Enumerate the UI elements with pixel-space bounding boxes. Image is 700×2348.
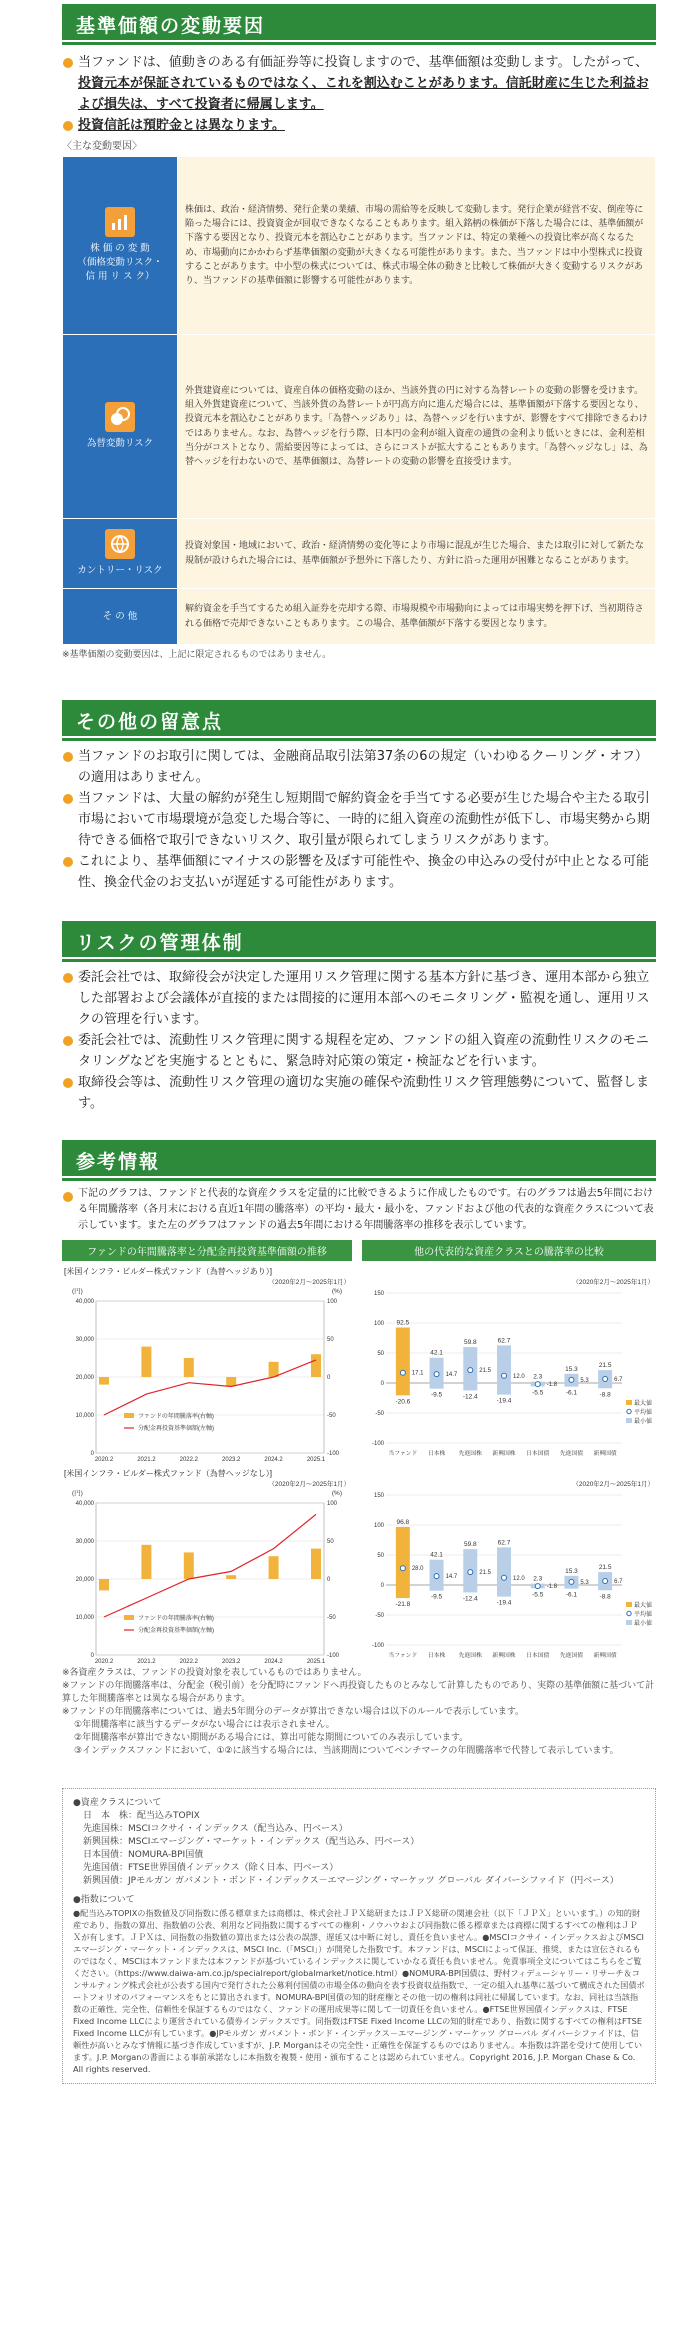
risk-text: 投資対象国・地域において、政治・経済情勢の変化等により市場に混乱が生じた場合、または取引に対して新たな規制が設けられた場合には、基準価額が予想外に下落したり、方針に沿った運用が困難となることがあります。 (178, 519, 656, 589)
category-label: 新興国債 (593, 1451, 617, 1457)
max-label: 2.3 (533, 1575, 543, 1583)
average-dot (434, 1574, 439, 1579)
min-label: -8.8 (599, 1391, 611, 1399)
chart-note: ①年間騰落率に該当するデータがない場合には表示されません。 (74, 1720, 335, 1730)
category-label: 先進国債 (559, 1451, 584, 1457)
chart-subtitle: （2020年2月～2025年1月） (268, 1481, 350, 1488)
category-label: 当ファンド (388, 1451, 418, 1457)
y2-tick-label: -100 (327, 1653, 340, 1659)
chart-notes (62, 1667, 656, 1758)
bullet-text-underlined: 投資信託は預貯金とは異なります。 (78, 118, 285, 133)
risk-label (63, 157, 178, 335)
currency-icon (105, 402, 135, 432)
avg-label: 6.7 (614, 1376, 623, 1383)
x-tick-label: 2021.2 (137, 1659, 156, 1665)
min-label: -5.5 (532, 1389, 544, 1397)
risk-label (63, 589, 178, 645)
index-disclaimer: ●配当込みTOPIXの指数値及び同指数に係る標章または商標は、株式会社ＪＰＸ総研またはＪＰＸ総研の関連会社（以下「ＪＰＸ」といいます。）の知的財産であり、指数の算出、指数値の公表、利用など同指数に関するすべての権利・ノウハウおよび同指数に係る標章または商標に関するすべての権利はＪＰＸが有します。ＪＰＸは、同指数の指数値の算出または公表の誤謬、遅延又は中断に対し、責任を負いません。●MSCIコクサイ・インデックスおよびMSCIエマージング・マーケット・インデックスは、MSCI Inc.（「MSCI」）が開発した指数です。本ファンドは、MSCIによって保証、推奨、または宣伝されるものではなく、MSCIは本ファンドまたは本ファンドが基づいているインデックスに関していかなる責任も負いません。免責事項全文についてはこちらをご覧ください。（https://www.daiwa-am.co.jp/specialreport/globalmarket/notice.html）●NOMURA-BPI国債は、野村フィデューシャリー・リサーチ＆コンサルティング株式会社が公表する国内で発行された公募利付国債の市場全体の動向を表す投資収益指数で、一定の組入れ基準に基づいて構成された国債ポートフォリオのパフォーマンスをもとに算出されます。NOMURA-BPI国債の知的財産権とその他一切の権利は同社に帰属しています。なお、同社は当該指数の正確性、完全性、信頼性を保証するものではなく、ファンドの運用成果等に関して一切責任を負いません。●FTSE世界国債インデックスは、FTSE Fixed Income LLCにより運営されている債券インデックスです。同指数はFTSE Fixed Income LLCの知的財産であり、指数に関するすべての権利はFTSE Fixed Income LLCが有しています。●JPモルガン ガバメント・ボンド・インデックス－エマージング・マーケッツ グローバル ダイバーシファイドは、信頼性が高いとみなす情報に基づき作成していますが、J.P. Morganはその完全性・正確性を保証するものではありません。本指数は許諾を受けて使用しています。J.P. Morganの書面による事前承諾なしに本指数を複製・使用・頒布することは認められていません。Copyright 2016, J.P. Morgan Chase & Co. All rights reserved. (73, 1908, 645, 2074)
legend-label: 平均値 (634, 1612, 653, 1618)
max-label: 2.3 (533, 1373, 543, 1381)
max-label: 42.1 (430, 1551, 443, 1559)
notes-heading: ●指数について (73, 1895, 135, 1905)
category-label: 先進国株 (458, 1653, 482, 1659)
chart-subtitle: （2020年2月～2025年1月） (268, 1279, 350, 1286)
risk-label-text: 為替変動リスク (86, 438, 154, 449)
y-tick-label: -100 (371, 1441, 384, 1447)
min-label: -12.4 (462, 1393, 478, 1401)
max-label: 21.5 (598, 1362, 612, 1370)
charts-area (62, 1265, 656, 1665)
y2-tick-label: 100 (327, 1299, 338, 1305)
return-bar (184, 1358, 194, 1377)
min-label: -19.4 (496, 1397, 512, 1405)
bullet-mgmt-3: 取締役会等は、流動性リスク管理の適切な実施の確保や流動性リスク管理態勢について、監督します。 (62, 1072, 656, 1114)
reference-intro: 下記のグラフは、ファンドと代表的な資産クラスを定量的に比較できるように作成したものです。右のグラフは過去5年間における年間騰落率（各月末における直近1年間の騰落率）の平均・最大・最小を、ファンドおよび他の代表的な資産クラスについて表示しています。また左のグラフはファンドの過去5年間における年間騰落率の推移を表示しています。 (62, 1186, 656, 1234)
return-bar (141, 1347, 151, 1377)
chart-note: ※各資産クラスは、ファンドの投資対象を表しているものではありません。 (62, 1668, 367, 1678)
legend-label: 分配金再投資基準価額(左軸) (138, 1426, 214, 1432)
category-label: 日本株 (427, 1451, 446, 1457)
min-label: -9.5 (430, 1593, 443, 1601)
category-label: 日本国債 (526, 1451, 550, 1457)
chart-icon (105, 207, 135, 237)
right-chart-header: 他の代表的な資産クラスとの騰落率の比較 (362, 1240, 656, 1261)
notes-continuation (62, 851, 656, 893)
legend-label: 最大値 (634, 1401, 653, 1407)
chart-row (62, 1265, 656, 1463)
min-label: -21.8 (395, 1601, 411, 1609)
legend-swatch (626, 1620, 632, 1625)
legend-swatch (626, 1400, 632, 1405)
y-tick-label: 10,000 (75, 1413, 94, 1419)
category-label: 日本株 (427, 1653, 446, 1659)
y2-tick-label: 0 (327, 1375, 331, 1381)
right-axis-unit: (%) (331, 1288, 342, 1295)
y-tick-label: 100 (373, 1523, 384, 1529)
bullet-text: これにより、基準価額にマイナスの影響を及ぼす可能性や、換金の申込みの受付が中止となる可能性、換金代金のお支払いが遅延する可能性があります。 (78, 854, 649, 890)
bullet-text-underlined: 投資元本が保証されているものではなく、これを割込むことがあります。信託財産に生じた利益および損失は、すべて投資者に帰属します。 (78, 76, 649, 112)
bullet-text: 当ファンドは、値動きのある有価証券等に投資しますので、基準価額は変動します。したがって、 (78, 55, 649, 70)
avg-label: 5.3 (580, 1377, 589, 1384)
max-label: 92.5 (396, 1319, 410, 1327)
bar-chart (362, 1265, 656, 1463)
legend-label: 最小値 (634, 1419, 653, 1425)
y2-tick-label: 50 (327, 1337, 334, 1343)
average-dot (502, 1575, 507, 1580)
asset-class-item: 日 本 株：配当込みTOPIX (83, 1811, 200, 1821)
y-tick-label: 40,000 (75, 1299, 94, 1305)
chart-title: [米国インフラ・ビルダー株式ファンド（為替ヘッジあり）] (64, 1267, 272, 1276)
avg-label: -1.8 (546, 1382, 558, 1389)
average-dot (502, 1373, 507, 1378)
legend-swatch (626, 1602, 632, 1607)
average-dot (569, 1377, 574, 1382)
x-tick-label: 2023.2 (222, 1457, 241, 1463)
avg-label: 14.7 (445, 1574, 458, 1581)
chart-note: ※ファンドの年間騰落率は、分配金（税引前）を分配時にファンドへ再投資したものとみなして計算したものであり、実際の基準価額に基づいて計算した年間騰落率とは異なる場合があります。 (62, 1681, 655, 1704)
risk-row (63, 589, 656, 645)
avg-label: 12.0 (513, 1575, 525, 1582)
return-bar (311, 1354, 321, 1377)
risk-text: 解約資金を手当てするため組入証券を売却する際、市場規模や市場動向によっては市場実勢を押下げ、当初期待される価格で売却できないこともあります。この場合、基準価額が下落する要因となります。 (178, 589, 656, 645)
x-tick-label: 2024.2 (264, 1457, 283, 1463)
legend-swatch (124, 1615, 134, 1620)
notes-heading: ●資産クラスについて (73, 1798, 162, 1808)
average-dot (400, 1370, 405, 1375)
return-bar (269, 1556, 279, 1579)
min-label: -20.6 (395, 1398, 411, 1406)
legend-swatch (626, 1418, 632, 1423)
y2-tick-label: -100 (327, 1451, 340, 1457)
chart-row (62, 1467, 656, 1665)
average-dot (569, 1579, 574, 1584)
bar-chart (362, 1467, 656, 1665)
return-bar (99, 1377, 109, 1385)
legend-label: 最大値 (634, 1603, 653, 1609)
risk-text: 外貨建資産については、資産自体の価格変動のほか、当該外貨の円に対する為替レートの変動の影響を受けます。組入外貨建資産について、当該外貨の為替レートが円高方向に進んだ場合には、基準価額が下落する要因となり、投資元本を割込むことがあります。「為替ヘッジあり」は、為替ヘッジを行いますが、影響をすべて排除できるわけではありません。なお、為替ヘッジを行う際、日本円の金利が組入資産の通貨の金利より低いときには、金利差相当分がコストとなり、需給要因等によっては、さらにコストが拡大することもあります。「為替ヘッジなし」は、為替ヘッジを行わないので、基準価額は、為替レートの変動の影響を直接受けます。 (178, 335, 656, 519)
bullet-mgmt-1: 委託会社では、取締役会が決定した運用リスク管理に関する基本方針に基づき、運用本部から独立した部署および会議体が直接的または間接的に運用本部へのモニタリング・監視を通し、運用リスクの管理を行います。 (62, 967, 656, 1030)
max-label: 59.8 (463, 1339, 477, 1347)
min-label: -6.1 (565, 1591, 578, 1599)
asset-class-item: 先進国株：MSCIコクサイ・インデックス（配当込み、円ベース） (83, 1824, 348, 1834)
section-title-notes: その他の留意点 (62, 700, 656, 736)
min-label: -6.1 (565, 1389, 578, 1397)
left-chart-header: ファンドの年間騰落率と分配金再投資基準価額の推移 (62, 1240, 352, 1261)
y2-tick-label: 0 (327, 1577, 331, 1583)
average-dot (603, 1376, 608, 1381)
bullet-notes-1: 当ファンドのお取引に関しては、金融商品取引法第37条の6の規定（いわゆるクーリング・オフ）の適用はありません。 (62, 746, 656, 788)
chart-title: [米国インフラ・ビルダー株式ファンド（為替ヘッジなし）] (64, 1469, 272, 1478)
max-label: 62.7 (497, 1539, 511, 1547)
min-label: -9.5 (430, 1391, 443, 1399)
return-bar (141, 1545, 151, 1579)
category-label: 新興国債 (593, 1653, 617, 1659)
max-label: 15.3 (565, 1567, 578, 1575)
y2-tick-label: 100 (327, 1501, 338, 1507)
y-tick-label: 30,000 (75, 1337, 94, 1343)
legend-label: 最小値 (634, 1621, 653, 1627)
x-tick-label: 2024.2 (264, 1659, 283, 1665)
return-bar (226, 1575, 236, 1579)
average-dot (535, 1584, 540, 1589)
bullet-notes-2: 当ファンドは、大量の解約が発生し短期間で解約資金を手当てする必要が生じた場合や主たる取引市場において市場環境が急変した場合等に、一時的に組入資産の流動性が低下し、市場実勢から期待できる価格で取引できないリスク、取引量が限られてしまうリスクがあります。 (62, 788, 656, 851)
min-label: -5.5 (532, 1591, 544, 1599)
avg-label: 28.0 (411, 1566, 424, 1573)
risk-label-text: 株 価 の 変 動 （価格変動リスク・ 信 用 リ ス ク） (77, 243, 163, 282)
x-tick-label: 2022.2 (179, 1457, 198, 1463)
x-tick-label: 2020.2 (94, 1457, 114, 1463)
asset-class-item: 先進国債：FTSE世界国債インデックス（除く日本、円ベース） (83, 1863, 339, 1873)
left-axis-unit: (円) (72, 1288, 83, 1295)
average-dot (434, 1372, 439, 1377)
avg-label: 21.5 (479, 1570, 491, 1577)
y-tick-label: 0 (380, 1381, 384, 1387)
chart-subtitle: （2020年2月～2025年1月） (572, 1279, 654, 1286)
x-tick-label: 2025.1 (306, 1659, 326, 1665)
y-tick-label: 20,000 (75, 1577, 94, 1583)
x-tick-label: 2021.2 (137, 1457, 156, 1463)
risk-text: 株価は、政治・経済情勢、発行企業の業績、市場の需給等を反映して変動します。発行企業が経営不安、倒産等に陥った場合には、投資資金が回収できなくなることもあります。組入銘柄の株価が下落した場合には、基準価額が下落する要因となり、投資元本を割込むことがあります。当ファンドは、特定の業種への投資比率が高くなるため、市場動向にかかわらず基準価額の変動が大きくなる可能性があります。また、当ファンドは中小型株式に投資することがあります。中小型の株式については、株式市場全体の動きと比較して株価が大きく変動するリスクがあり、当ファンドの基準価額に影響する可能性があります。 (178, 157, 656, 335)
return-bar (226, 1377, 236, 1386)
min-label: -8.8 (599, 1593, 611, 1601)
index-notes-box (62, 1788, 656, 2084)
asset-class-item: 日本国債：NOMURA-BPI国債 (83, 1850, 204, 1860)
y-tick-label: 0 (380, 1583, 384, 1589)
y-tick-label: 20,000 (75, 1375, 94, 1381)
max-label: 21.5 (598, 1564, 612, 1572)
range-bar (396, 1527, 410, 1598)
range-bar (497, 1547, 511, 1596)
right-axis-unit: (%) (331, 1490, 342, 1497)
avg-label: 14.7 (445, 1372, 458, 1379)
x-tick-label: 2025.1 (306, 1457, 326, 1463)
chart-subtitle: （2020年2月～2025年1月） (572, 1481, 654, 1488)
nav-line (104, 1514, 316, 1617)
y-tick-label: 100 (373, 1321, 384, 1327)
y-tick-label: 50 (377, 1553, 384, 1559)
y-tick-label: 0 (90, 1653, 94, 1659)
min-label: -12.4 (462, 1595, 478, 1603)
legend-label: 分配金再投資基準価額(左軸) (138, 1628, 214, 1634)
risk-row (63, 519, 656, 589)
risk-label-text: カントリー・リスク (77, 565, 163, 576)
return-bar (99, 1579, 109, 1590)
x-tick-label: 2022.2 (179, 1659, 198, 1665)
section-title-risk-management: リスクの管理体制 (62, 921, 656, 957)
section-title-volatility: 基準価額の変動要因 (62, 4, 656, 40)
max-label: 62.7 (497, 1337, 511, 1345)
legend-label: ファンドの年間騰落率(右軸) (138, 1414, 214, 1420)
line-chart (62, 1265, 352, 1463)
avg-label: 12.0 (513, 1373, 525, 1380)
y-tick-label: 30,000 (75, 1539, 94, 1545)
legend-label: 平均値 (634, 1410, 653, 1416)
return-bar (269, 1362, 279, 1377)
avg-label: 21.5 (479, 1368, 491, 1375)
y-tick-label: 150 (373, 1493, 384, 1499)
average-dot (400, 1566, 405, 1571)
section-title-reference: 参考情報 (62, 1140, 656, 1176)
risk-table (62, 156, 656, 645)
chart-headers (62, 1240, 656, 1261)
category-label: 日本国債 (526, 1653, 550, 1659)
footnote: ※基準価額の変動要因は、上記に限定されるものではありません。 (62, 650, 332, 660)
chart-note: ②年間騰落率が算出できない期間がある場合には、算出可能な期間についてのみ表示しています。 (74, 1733, 469, 1743)
max-label: 15.3 (565, 1365, 578, 1373)
risk-label (63, 335, 178, 519)
y-tick-label: 150 (373, 1291, 384, 1297)
legend-swatch (124, 1413, 134, 1418)
return-bar (311, 1549, 321, 1579)
y-tick-label: 10,000 (75, 1615, 94, 1621)
avg-label: 6.7 (614, 1578, 623, 1585)
avg-label: -1.8 (546, 1584, 558, 1591)
avg-label: 17.1 (411, 1370, 424, 1377)
chart-note: ※ファンドの年間騰落率については、過去5年間分のデータが算出できない場合は以下のルールで表示しています。 (62, 1707, 525, 1717)
sub-heading: 〈主な変動要因〉 (62, 141, 142, 152)
y2-tick-label: -50 (327, 1615, 336, 1621)
range-bar (497, 1345, 511, 1394)
return-bar (184, 1552, 194, 1579)
x-tick-label: 2023.2 (222, 1659, 241, 1665)
y-tick-label: -100 (371, 1643, 384, 1649)
risk-label (63, 519, 178, 589)
category-label: 新興国株 (492, 1653, 516, 1659)
y-tick-label: -50 (375, 1613, 384, 1619)
legend-swatch (627, 1611, 631, 1615)
y2-tick-label: 50 (327, 1539, 334, 1545)
globe-icon (105, 529, 135, 559)
min-label: -19.4 (496, 1599, 512, 1607)
average-dot (535, 1382, 540, 1387)
x-tick-label: 2020.2 (94, 1659, 114, 1665)
y-tick-label: 0 (90, 1451, 94, 1457)
legend-label: ファンドの年間騰落率(右軸) (138, 1616, 214, 1622)
asset-class-item: 新興国債：JPモルガン ガバメント・ボンド・インデックス－エマージング・マーケッツ グローバル ダイバーシファイド（円ベース） (83, 1876, 619, 1886)
bullet-volatility-2 (62, 115, 656, 136)
bullet-mgmt-2: 委託会社では、流動性リスク管理に関する規程を定め、ファンドの組入資産の流動性リスクのモニタリングなどを実施するとともに、緊急時対応策の策定・検証などを行います。 (62, 1030, 656, 1072)
left-axis-unit: (円) (72, 1490, 83, 1497)
category-label: 新興国株 (492, 1451, 516, 1457)
max-label: 59.8 (463, 1541, 477, 1549)
category-label: 先進国株 (458, 1451, 482, 1457)
avg-label: 5.3 (580, 1579, 589, 1586)
average-dot (468, 1368, 473, 1373)
category-label: 先進国債 (559, 1653, 584, 1659)
y-tick-label: 50 (377, 1351, 384, 1357)
y2-tick-label: -50 (327, 1413, 336, 1419)
average-dot (603, 1578, 608, 1583)
chart-note: ③インデックスファンドにおいて、①②に該当する場合には、当該期間についてベンチマークの年間騰落率で代替して表示しています。 (74, 1746, 619, 1756)
risk-row (63, 157, 656, 335)
category-label: 当ファンド (388, 1653, 418, 1659)
asset-class-item: 新興国株：MSCIエマージング・マーケット・インデックス（配当込み、円ベース） (83, 1837, 420, 1847)
max-label: 96.8 (396, 1518, 410, 1526)
legend-swatch (627, 1409, 631, 1413)
nav-line (104, 1360, 316, 1415)
risk-label-text: そ の 他 (102, 610, 138, 622)
y-tick-label: -50 (375, 1411, 384, 1417)
y-tick-label: 40,000 (75, 1501, 94, 1507)
risk-row (63, 335, 656, 519)
average-dot (468, 1570, 473, 1575)
max-label: 42.1 (430, 1349, 443, 1357)
range-bar (396, 1328, 410, 1396)
bullet-volatility-1 (62, 52, 656, 115)
line-chart (62, 1467, 352, 1665)
